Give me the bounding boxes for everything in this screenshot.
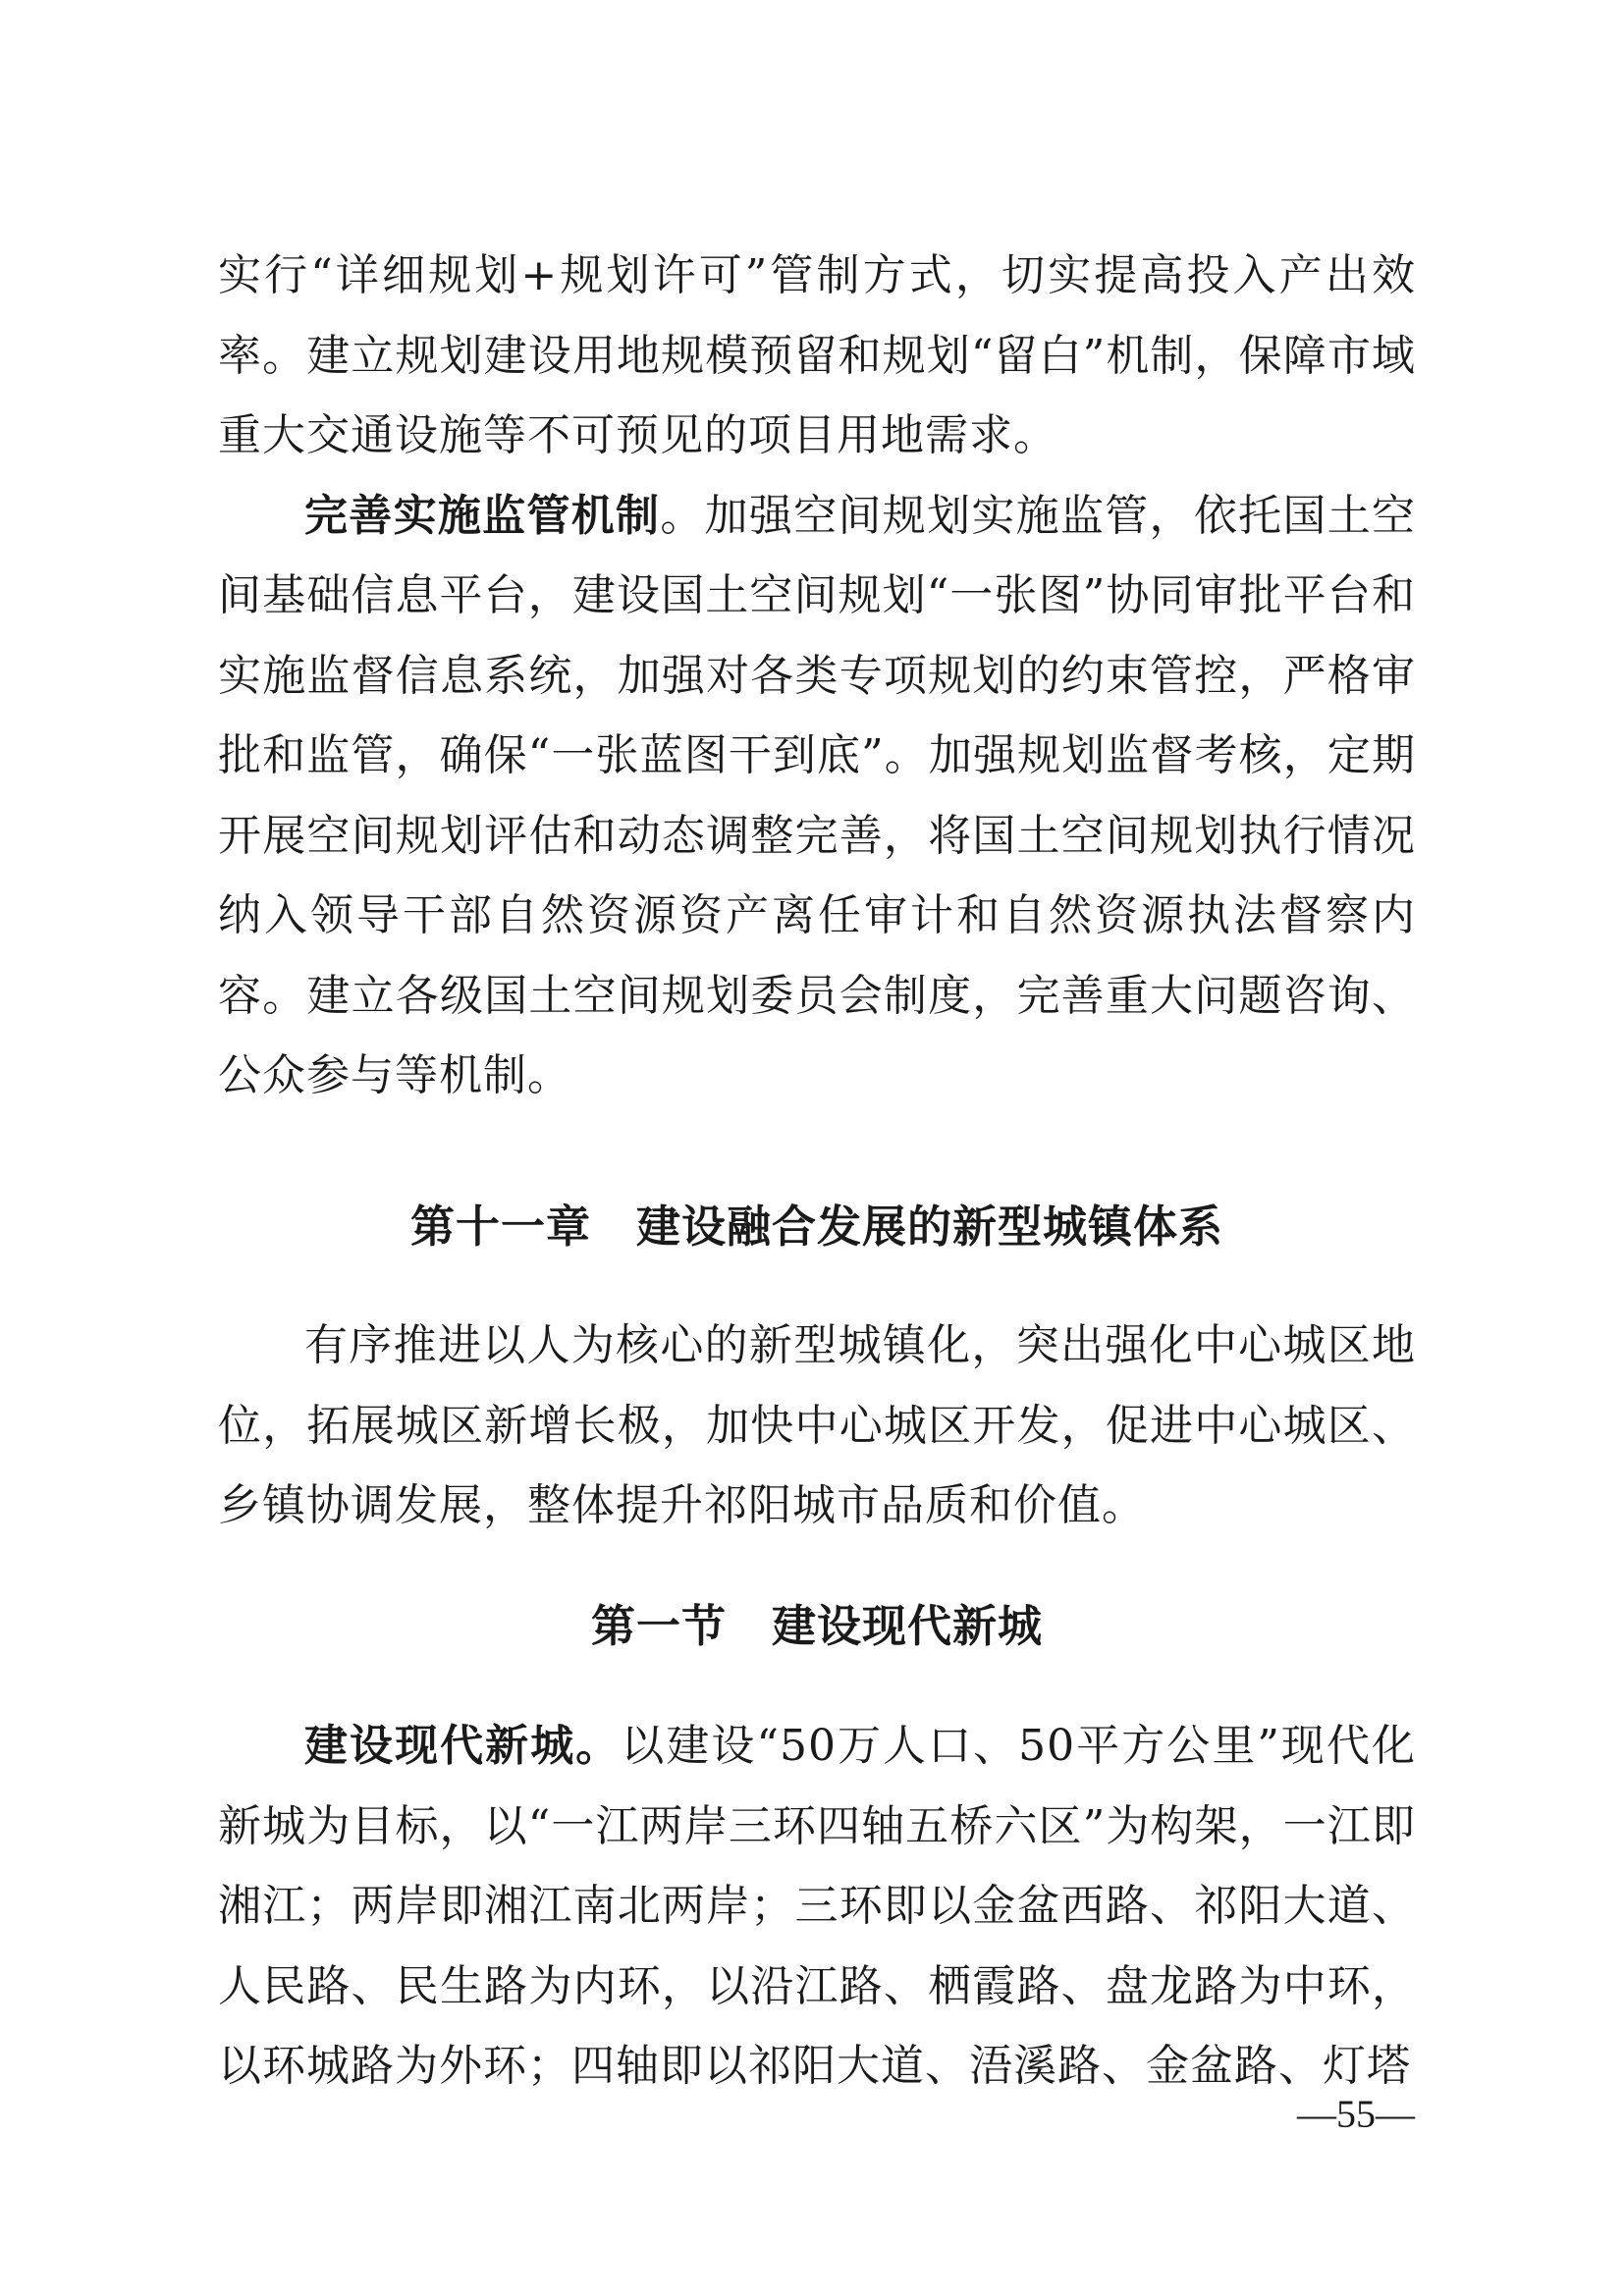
chapter-intro-paragraph: 有序推进以人为核心的新型城镇化，突出强化中心城区地位，拓展城区新增长极，加快中心城区开发，促进中心城区、乡镇协调发展，整体提升祁阳城市品质和价值。 [218, 1320, 1416, 1530]
supervision-lead: 完善实施监管机制 [304, 490, 661, 541]
section-lead: 建设现代新城。 [304, 1721, 622, 1771]
top-text-block [218, 236, 1416, 1116]
chapter-intro-block [218, 1306, 1416, 1546]
section-title: 第一节 建设现代新城 [590, 1600, 1043, 1652]
section-paragraph [218, 1706, 1416, 2107]
chapter-title: 第十一章 建设融合发展的新型城镇体系 [409, 1201, 1223, 1253]
supervision-body: 。加强空间规划实施监管，依托国土空间基础信息平台，建设国土空间规划“一张图”协同审批平台和实施监督信息系统，加强对各类专项规划的约束管控，严格审批和监管，确保“一张蓝图干到底”。加强规划监督考核，定期开展空间规划评估和动态调整完善，将国土空间规划执行情况纳入领导干部自然资源资产离任审计和自然资源执法督察内容。建立各级国土空间规划委员会制度，完善重大问题咨询、公众参与等机制。 [218, 490, 1417, 1100]
page-number: —55— [1297, 2092, 1415, 2136]
section-text-block [218, 1706, 1416, 2107]
section-body: 以建设“50万人口、50平方公里”现代化新城为目标，以“一江两岸三环四轴五桥六区”为构架，一江即湘江；两岸即湘江南北两岸；三环即以金盆西路、祁阳大道、人民路、民生路为内环，以沿江路、栖霞路、盘龙路为中环，以环城路为外环；四轴即以祁阳大道、浯溪路、金盆路、灯塔 [218, 1721, 1417, 2091]
continuation-paragraph: 实行“详细规划+规划许可”管制方式，切实提高投入产出效率。建立规划建设用地规模预留和规划“留白”机制，保障市域重大交通设施等不可预见的项目用地需求。 [218, 250, 1416, 460]
supervision-paragraph [218, 476, 1416, 1116]
